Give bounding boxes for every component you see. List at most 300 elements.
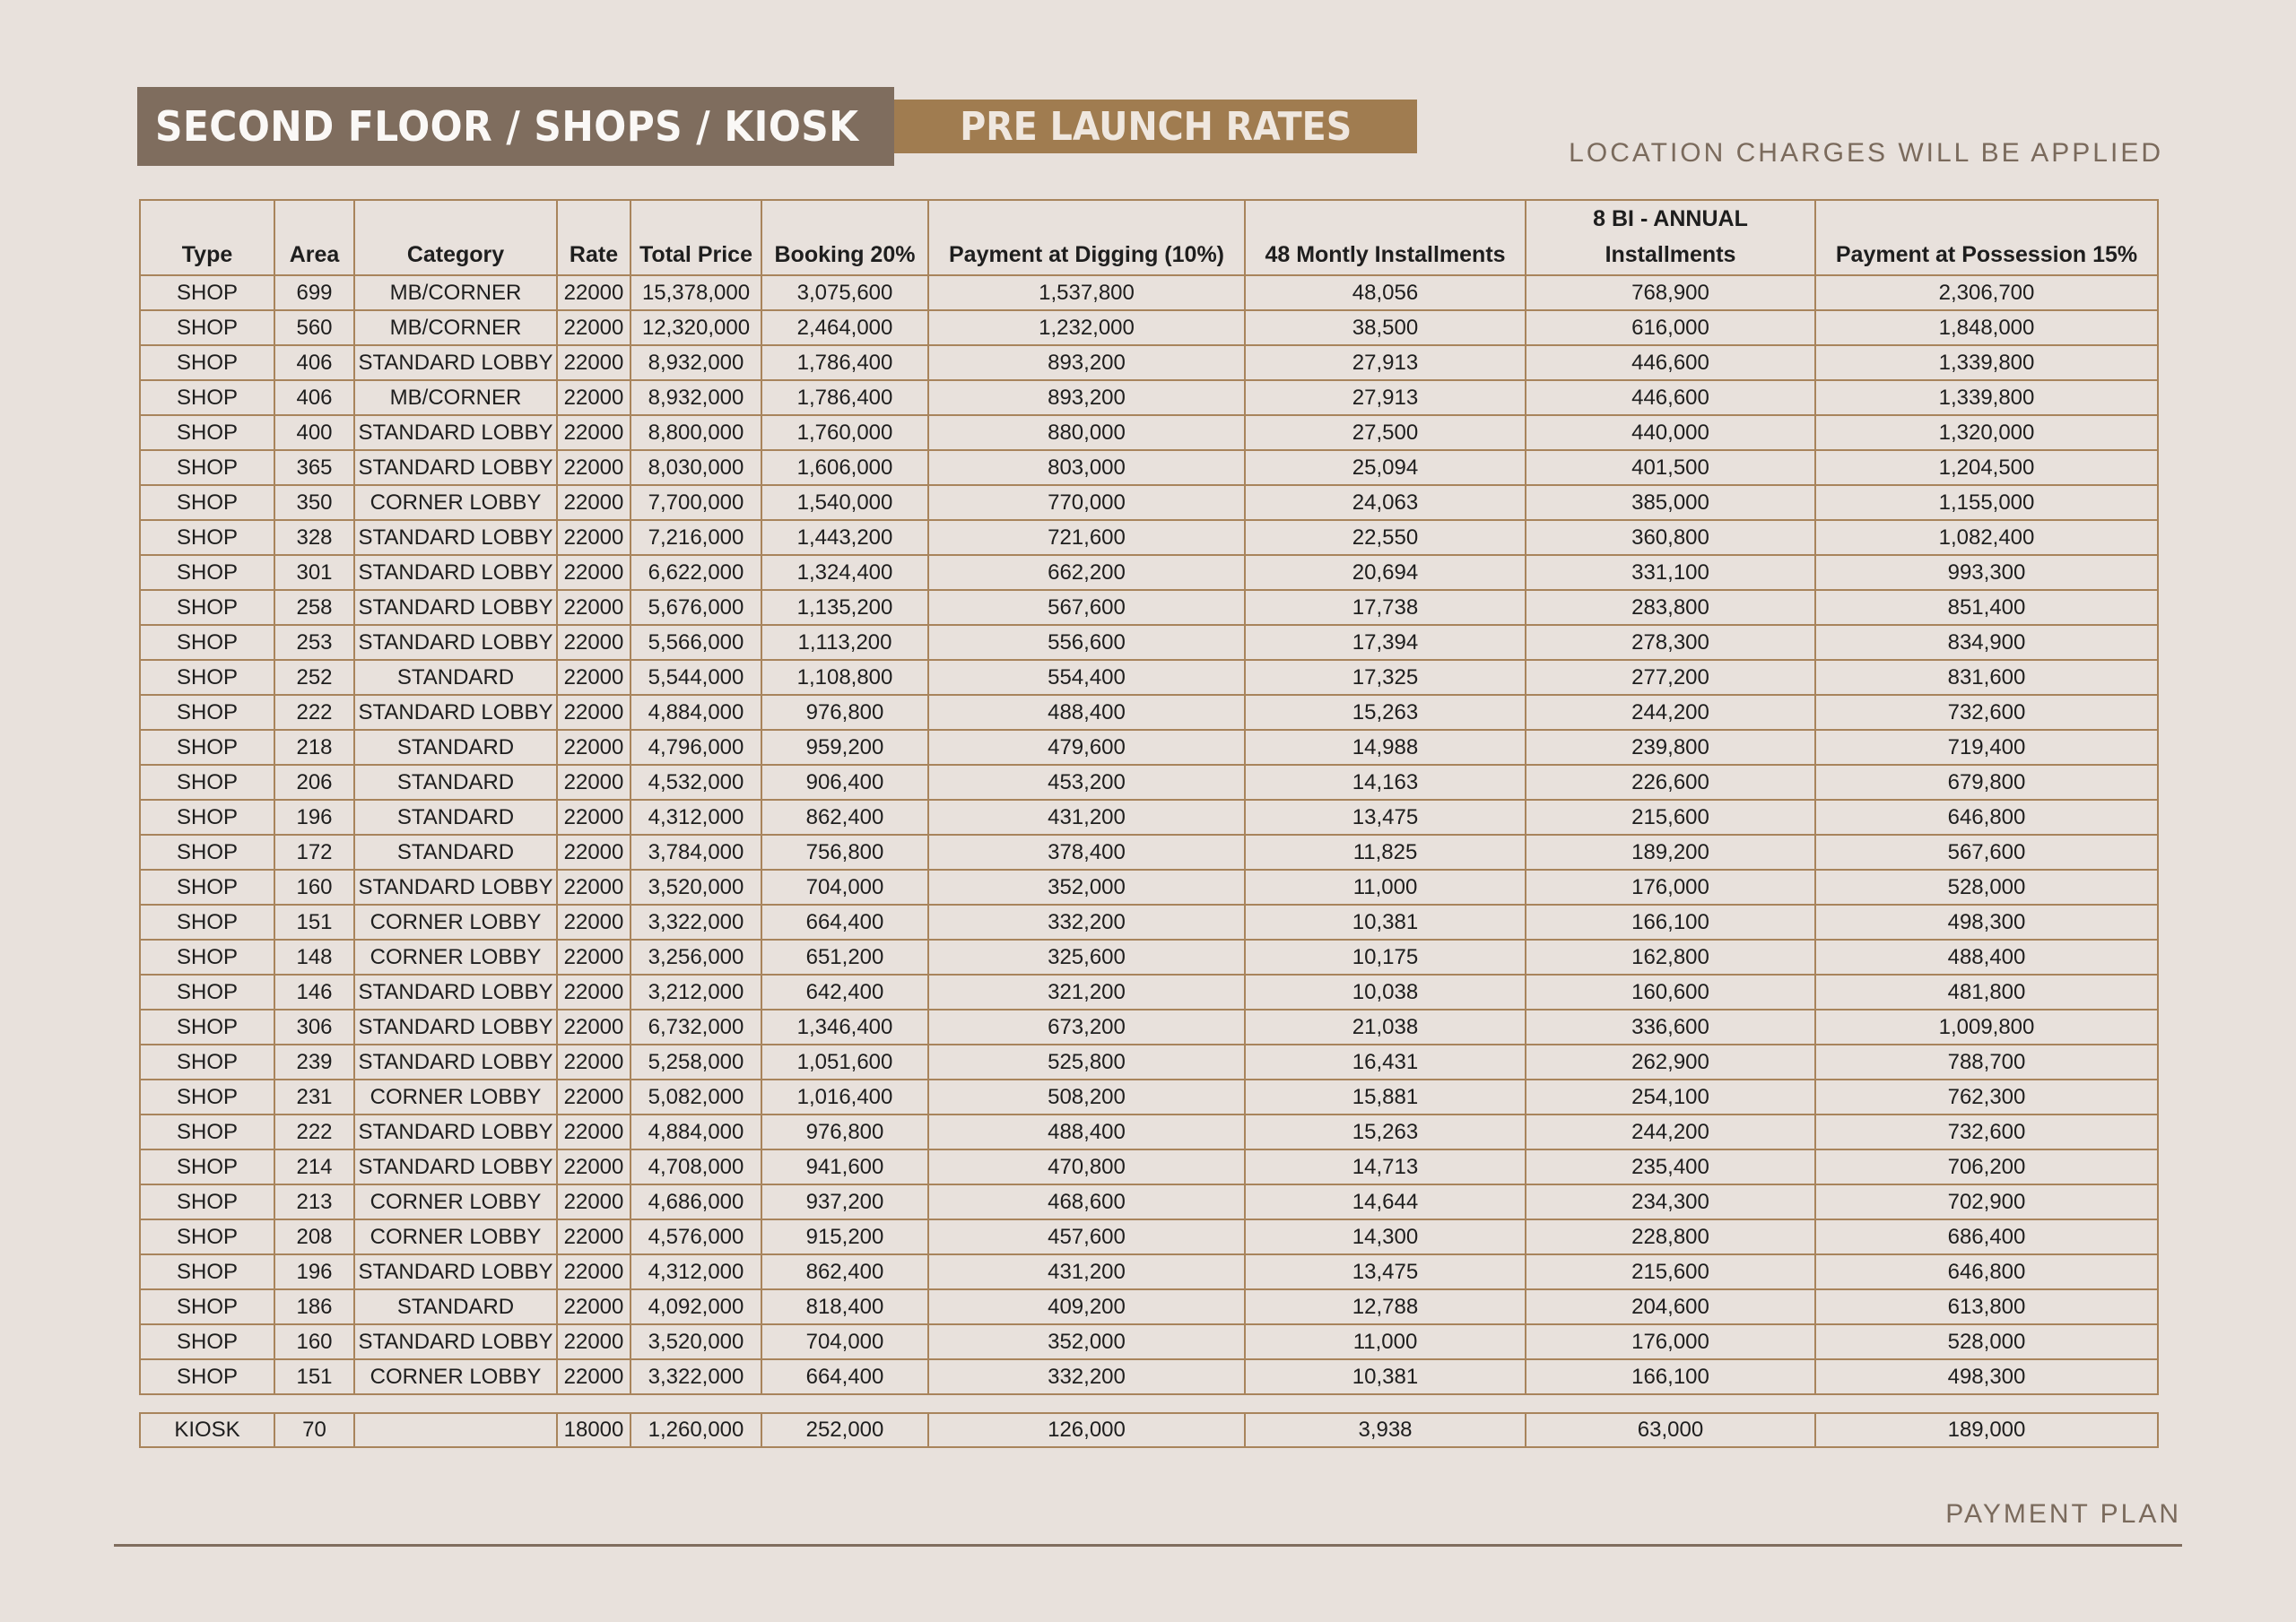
cell-possession: 1,339,800 [1815,380,2158,415]
cell-bi-annual: 336,600 [1526,1010,1815,1045]
table-header-row [140,200,2158,275]
kiosk-total-price: 1,260,000 [631,1413,761,1447]
cell-digging: 673,200 [928,1010,1245,1045]
pre-launch-badge [894,100,1417,153]
cell-type: SHOP [140,660,274,695]
col-header-booking: Booking 20% [761,200,928,275]
cell-digging: 453,200 [928,765,1245,800]
cell-type: SHOP [140,380,274,415]
table-row [140,1010,2158,1045]
cell-bi-annual: 160,600 [1526,975,1815,1010]
cell-monthly: 13,475 [1245,800,1526,835]
cell-rate: 22000 [557,1045,631,1080]
cell-booking: 941,600 [761,1149,928,1184]
cell-bi-annual: 235,400 [1526,1149,1815,1184]
cell-type: SHOP [140,870,274,905]
cell-digging: 556,600 [928,625,1245,660]
cell-possession: 646,800 [1815,800,2158,835]
table-row [140,345,2158,380]
cell-rate: 22000 [557,380,631,415]
cell-booking: 704,000 [761,1324,928,1359]
cell-booking: 704,000 [761,870,928,905]
kiosk-type: KIOSK [140,1413,274,1447]
cell-bi-annual: 283,800 [1526,590,1815,625]
cell-category: STANDARD LOBBY [354,590,557,625]
cell-digging: 567,600 [928,590,1245,625]
cell-bi-annual: 331,100 [1526,555,1815,590]
col-header-category: Category [354,200,557,275]
cell-area: 213 [274,1184,354,1219]
cell-monthly: 24,063 [1245,485,1526,520]
cell-area: 208 [274,1219,354,1254]
cell-monthly: 21,038 [1245,1010,1526,1045]
cell-monthly: 15,263 [1245,695,1526,730]
cell-digging: 508,200 [928,1080,1245,1115]
cell-area: 196 [274,800,354,835]
cell-booking: 1,606,000 [761,450,928,485]
cell-category: STANDARD LOBBY [354,415,557,450]
cell-possession: 2,306,700 [1815,275,2158,310]
cell-monthly: 11,000 [1245,870,1526,905]
cell-possession: 481,800 [1815,975,2158,1010]
cell-bi-annual: 278,300 [1526,625,1815,660]
cell-rate: 22000 [557,345,631,380]
cell-type: SHOP [140,590,274,625]
cell-type: SHOP [140,1184,274,1219]
cell-category: CORNER LOBBY [354,1184,557,1219]
cell-area: 186 [274,1289,354,1324]
cell-area: 148 [274,940,354,975]
cell-booking: 756,800 [761,835,928,870]
cell-bi-annual: 401,500 [1526,450,1815,485]
cell-type: SHOP [140,1010,274,1045]
cell-category: CORNER LOBBY [354,1080,557,1115]
cell-possession: 528,000 [1815,870,2158,905]
cell-digging: 1,232,000 [928,310,1245,345]
cell-possession: 834,900 [1815,625,2158,660]
cell-booking: 862,400 [761,1254,928,1289]
cell-digging: 525,800 [928,1045,1245,1080]
cell-monthly: 25,094 [1245,450,1526,485]
cell-type: SHOP [140,310,274,345]
cell-area: 239 [274,1045,354,1080]
cell-rate: 22000 [557,730,631,765]
cell-possession: 762,300 [1815,1080,2158,1115]
cell-bi-annual: 166,100 [1526,905,1815,940]
cell-digging: 662,200 [928,555,1245,590]
cell-category: CORNER LOBBY [354,485,557,520]
cell-monthly: 11,000 [1245,1324,1526,1359]
cell-category: STANDARD LOBBY [354,695,557,730]
table-row [140,415,2158,450]
cell-digging: 378,400 [928,835,1245,870]
cell-rate: 22000 [557,1219,631,1254]
cell-area: 406 [274,345,354,380]
cell-monthly: 22,550 [1245,520,1526,555]
cell-bi-annual: 244,200 [1526,695,1815,730]
cell-type: SHOP [140,1045,274,1080]
cell-total-price: 15,378,000 [631,275,761,310]
cell-type: SHOP [140,1324,274,1359]
cell-bi-annual: 234,300 [1526,1184,1815,1219]
cell-possession: 646,800 [1815,1254,2158,1289]
cell-bi-annual: 226,600 [1526,765,1815,800]
cell-monthly: 14,644 [1245,1184,1526,1219]
col-header-rate: Rate [557,200,631,275]
cell-booking: 1,760,000 [761,415,928,450]
cell-possession: 488,400 [1815,940,2158,975]
cell-total-price: 4,576,000 [631,1219,761,1254]
col-header-possession: Payment at Possession 15% [1815,200,2158,275]
table-row [140,520,2158,555]
cell-booking: 862,400 [761,800,928,835]
cell-type: SHOP [140,555,274,590]
cell-digging: 321,200 [928,975,1245,1010]
cell-type: SHOP [140,450,274,485]
cell-category: MB/CORNER [354,275,557,310]
cell-category: STANDARD LOBBY [354,520,557,555]
cell-total-price: 7,700,000 [631,485,761,520]
cell-area: 328 [274,520,354,555]
cell-bi-annual: 254,100 [1526,1080,1815,1115]
table-row [140,310,2158,345]
cell-monthly: 10,038 [1245,975,1526,1010]
cell-rate: 22000 [557,310,631,345]
cell-total-price: 4,312,000 [631,1254,761,1289]
table-row [140,380,2158,415]
table-row [140,590,2158,625]
page-title: SECOND FLOOR / SHOPS / KIOSK [155,102,859,151]
cell-rate: 22000 [557,870,631,905]
cell-total-price: 3,322,000 [631,905,761,940]
kiosk-possession: 189,000 [1815,1413,2158,1447]
cell-rate: 22000 [557,275,631,310]
cell-type: SHOP [140,905,274,940]
cell-possession: 679,800 [1815,765,2158,800]
cell-monthly: 15,263 [1245,1115,1526,1149]
cell-possession: 528,000 [1815,1324,2158,1359]
cell-possession: 1,320,000 [1815,415,2158,450]
cell-bi-annual: 176,000 [1526,870,1815,905]
col-header-total-price: Total Price [631,200,761,275]
cell-possession: 567,600 [1815,835,2158,870]
cell-possession: 686,400 [1815,1219,2158,1254]
cell-rate: 22000 [557,590,631,625]
cell-bi-annual: 440,000 [1526,415,1815,450]
cell-booking: 1,051,600 [761,1045,928,1080]
cell-booking: 976,800 [761,695,928,730]
cell-monthly: 16,431 [1245,1045,1526,1080]
cell-area: 160 [274,870,354,905]
cell-category: STANDARD LOBBY [354,1324,557,1359]
cell-total-price: 3,322,000 [631,1359,761,1394]
cell-total-price: 8,932,000 [631,380,761,415]
cell-bi-annual: 215,600 [1526,800,1815,835]
footer-label: PAYMENT PLAN [1945,1499,2181,1529]
cell-possession: 1,204,500 [1815,450,2158,485]
cell-digging: 409,200 [928,1289,1245,1324]
cell-booking: 1,324,400 [761,555,928,590]
cell-category: STANDARD LOBBY [354,1010,557,1045]
cell-possession: 732,600 [1815,1115,2158,1149]
cell-booking: 818,400 [761,1289,928,1324]
cell-booking: 651,200 [761,940,928,975]
cell-monthly: 12,788 [1245,1289,1526,1324]
cell-area: 406 [274,380,354,415]
cell-category: STANDARD LOBBY [354,975,557,1010]
cell-rate: 22000 [557,625,631,660]
cell-possession: 1,339,800 [1815,345,2158,380]
cell-type: SHOP [140,1254,274,1289]
table-row [140,905,2158,940]
cell-digging: 431,200 [928,1254,1245,1289]
cell-monthly: 20,694 [1245,555,1526,590]
cell-possession: 1,848,000 [1815,310,2158,345]
cell-booking: 1,346,400 [761,1010,928,1045]
cell-total-price: 8,030,000 [631,450,761,485]
cell-monthly: 10,175 [1245,940,1526,975]
cell-monthly: 14,713 [1245,1149,1526,1184]
cell-rate: 22000 [557,1149,631,1184]
cell-category: CORNER LOBBY [354,1219,557,1254]
cell-digging: 325,600 [928,940,1245,975]
table-row [140,1324,2158,1359]
cell-possession: 1,155,000 [1815,485,2158,520]
table-row [140,1289,2158,1324]
table-row [140,1254,2158,1289]
cell-category: CORNER LOBBY [354,905,557,940]
cell-total-price: 4,532,000 [631,765,761,800]
cell-booking: 1,540,000 [761,485,928,520]
cell-rate: 22000 [557,1080,631,1115]
cell-digging: 488,400 [928,695,1245,730]
cell-bi-annual: 385,000 [1526,485,1815,520]
cell-area: 699 [274,275,354,310]
cell-type: SHOP [140,800,274,835]
cell-monthly: 10,381 [1245,1359,1526,1394]
cell-booking: 1,786,400 [761,380,928,415]
cell-area: 231 [274,1080,354,1115]
table-row [140,800,2158,835]
cell-area: 560 [274,310,354,345]
cell-rate: 22000 [557,660,631,695]
cell-monthly: 27,913 [1245,380,1526,415]
cell-type: SHOP [140,345,274,380]
col-header-bi-annual-line1: 8 BI - ANNUAL [1593,206,1748,231]
cell-total-price: 4,312,000 [631,800,761,835]
cell-monthly: 14,163 [1245,765,1526,800]
cell-monthly: 17,325 [1245,660,1526,695]
footer-divider [114,1544,2182,1547]
cell-total-price: 3,212,000 [631,975,761,1010]
title-banner [137,87,894,166]
cell-monthly: 27,500 [1245,415,1526,450]
cell-monthly: 48,056 [1245,275,1526,310]
cell-category: STANDARD [354,1289,557,1324]
cell-digging: 332,200 [928,905,1245,940]
cell-digging: 488,400 [928,1115,1245,1149]
cell-booking: 915,200 [761,1219,928,1254]
cell-booking: 976,800 [761,1115,928,1149]
cell-category: STANDARD [354,800,557,835]
cell-bi-annual: 244,200 [1526,1115,1815,1149]
cell-type: SHOP [140,695,274,730]
cell-booking: 1,443,200 [761,520,928,555]
cell-rate: 22000 [557,940,631,975]
cell-rate: 22000 [557,485,631,520]
col-header-monthly: 48 Montly Installments [1245,200,1526,275]
cell-category: STANDARD [354,765,557,800]
cell-bi-annual: 360,800 [1526,520,1815,555]
cell-booking: 2,464,000 [761,310,928,345]
cell-possession: 1,009,800 [1815,1010,2158,1045]
cell-category: STANDARD LOBBY [354,1045,557,1080]
cell-digging: 1,537,800 [928,275,1245,310]
cell-type: SHOP [140,1115,274,1149]
table-row [140,1359,2158,1394]
cell-rate: 22000 [557,1010,631,1045]
cell-type: SHOP [140,1359,274,1394]
kiosk-area: 70 [274,1413,354,1447]
cell-monthly: 13,475 [1245,1254,1526,1289]
cell-total-price: 4,686,000 [631,1184,761,1219]
cell-possession: 719,400 [1815,730,2158,765]
cell-rate: 22000 [557,695,631,730]
table-row [140,730,2158,765]
table-row [140,1080,2158,1115]
cell-bi-annual: 204,600 [1526,1289,1815,1324]
cell-monthly: 17,394 [1245,625,1526,660]
cell-booking: 1,135,200 [761,590,928,625]
cell-area: 222 [274,695,354,730]
cell-area: 214 [274,1149,354,1184]
cell-type: SHOP [140,940,274,975]
cell-possession: 732,600 [1815,695,2158,730]
cell-type: SHOP [140,730,274,765]
cell-booking: 1,108,800 [761,660,928,695]
cell-monthly: 14,988 [1245,730,1526,765]
cell-area: 218 [274,730,354,765]
cell-category: STANDARD LOBBY [354,625,557,660]
cell-digging: 554,400 [928,660,1245,695]
table-row [140,450,2158,485]
cell-bi-annual: 262,900 [1526,1045,1815,1080]
col-header-digging: Payment at Digging (10%) [928,200,1245,275]
cell-type: SHOP [140,275,274,310]
table-row [140,1184,2158,1219]
cell-monthly: 38,500 [1245,310,1526,345]
cell-monthly: 27,913 [1245,345,1526,380]
cell-type: SHOP [140,1289,274,1324]
kiosk-row [140,1413,2158,1447]
cell-booking: 642,400 [761,975,928,1010]
cell-digging: 770,000 [928,485,1245,520]
payment-plan-table [139,199,2159,1395]
cell-total-price: 4,092,000 [631,1289,761,1324]
cell-digging: 468,600 [928,1184,1245,1219]
cell-monthly: 10,381 [1245,905,1526,940]
cell-rate: 22000 [557,520,631,555]
cell-total-price: 4,796,000 [631,730,761,765]
cell-category: STANDARD LOBBY [354,1115,557,1149]
cell-total-price: 6,622,000 [631,555,761,590]
cell-category: MB/CORNER [354,380,557,415]
table-body [140,275,2158,1394]
cell-possession: 613,800 [1815,1289,2158,1324]
cell-bi-annual: 215,600 [1526,1254,1815,1289]
cell-digging: 893,200 [928,380,1245,415]
cell-possession: 498,300 [1815,905,2158,940]
cell-area: 206 [274,765,354,800]
cell-total-price: 5,566,000 [631,625,761,660]
cell-area: 196 [274,1254,354,1289]
cell-area: 365 [274,450,354,485]
cell-type: SHOP [140,835,274,870]
col-header-bi-annual [1526,200,1815,275]
cell-rate: 22000 [557,555,631,590]
cell-category: STANDARD LOBBY [354,1254,557,1289]
cell-booking: 937,200 [761,1184,928,1219]
kiosk-rate: 18000 [557,1413,631,1447]
cell-total-price: 8,932,000 [631,345,761,380]
cell-total-price: 3,256,000 [631,940,761,975]
cell-rate: 22000 [557,1359,631,1394]
table-row [140,555,2158,590]
cell-possession: 831,600 [1815,660,2158,695]
location-charges-note: LOCATION CHARGES WILL BE APPLIED [1569,138,2163,168]
cell-bi-annual: 162,800 [1526,940,1815,975]
table-row [140,1219,2158,1254]
cell-category: CORNER LOBBY [354,1359,557,1394]
cell-category: STANDARD LOBBY [354,450,557,485]
cell-category: STANDARD [354,660,557,695]
cell-rate: 22000 [557,1324,631,1359]
cell-area: 253 [274,625,354,660]
table-row [140,940,2158,975]
cell-booking: 1,016,400 [761,1080,928,1115]
cell-area: 301 [274,555,354,590]
cell-area: 146 [274,975,354,1010]
table-row [140,275,2158,310]
cell-digging: 332,200 [928,1359,1245,1394]
cell-digging: 352,000 [928,870,1245,905]
cell-bi-annual: 189,200 [1526,835,1815,870]
cell-rate: 22000 [557,765,631,800]
cell-total-price: 3,520,000 [631,870,761,905]
cell-type: SHOP [140,765,274,800]
table-row [140,485,2158,520]
cell-area: 400 [274,415,354,450]
cell-total-price: 4,884,000 [631,695,761,730]
cell-total-price: 8,800,000 [631,415,761,450]
cell-digging: 893,200 [928,345,1245,380]
cell-digging: 457,600 [928,1219,1245,1254]
cell-rate: 22000 [557,415,631,450]
table-row [140,660,2158,695]
table-row [140,870,2158,905]
cell-possession: 706,200 [1815,1149,2158,1184]
cell-bi-annual: 277,200 [1526,660,1815,695]
cell-type: SHOP [140,975,274,1010]
cell-rate: 22000 [557,800,631,835]
cell-area: 222 [274,1115,354,1149]
kiosk-booking: 252,000 [761,1413,928,1447]
col-header-area: Area [274,200,354,275]
cell-total-price: 6,732,000 [631,1010,761,1045]
cell-monthly: 17,738 [1245,590,1526,625]
cell-rate: 22000 [557,905,631,940]
cell-total-price: 5,676,000 [631,590,761,625]
